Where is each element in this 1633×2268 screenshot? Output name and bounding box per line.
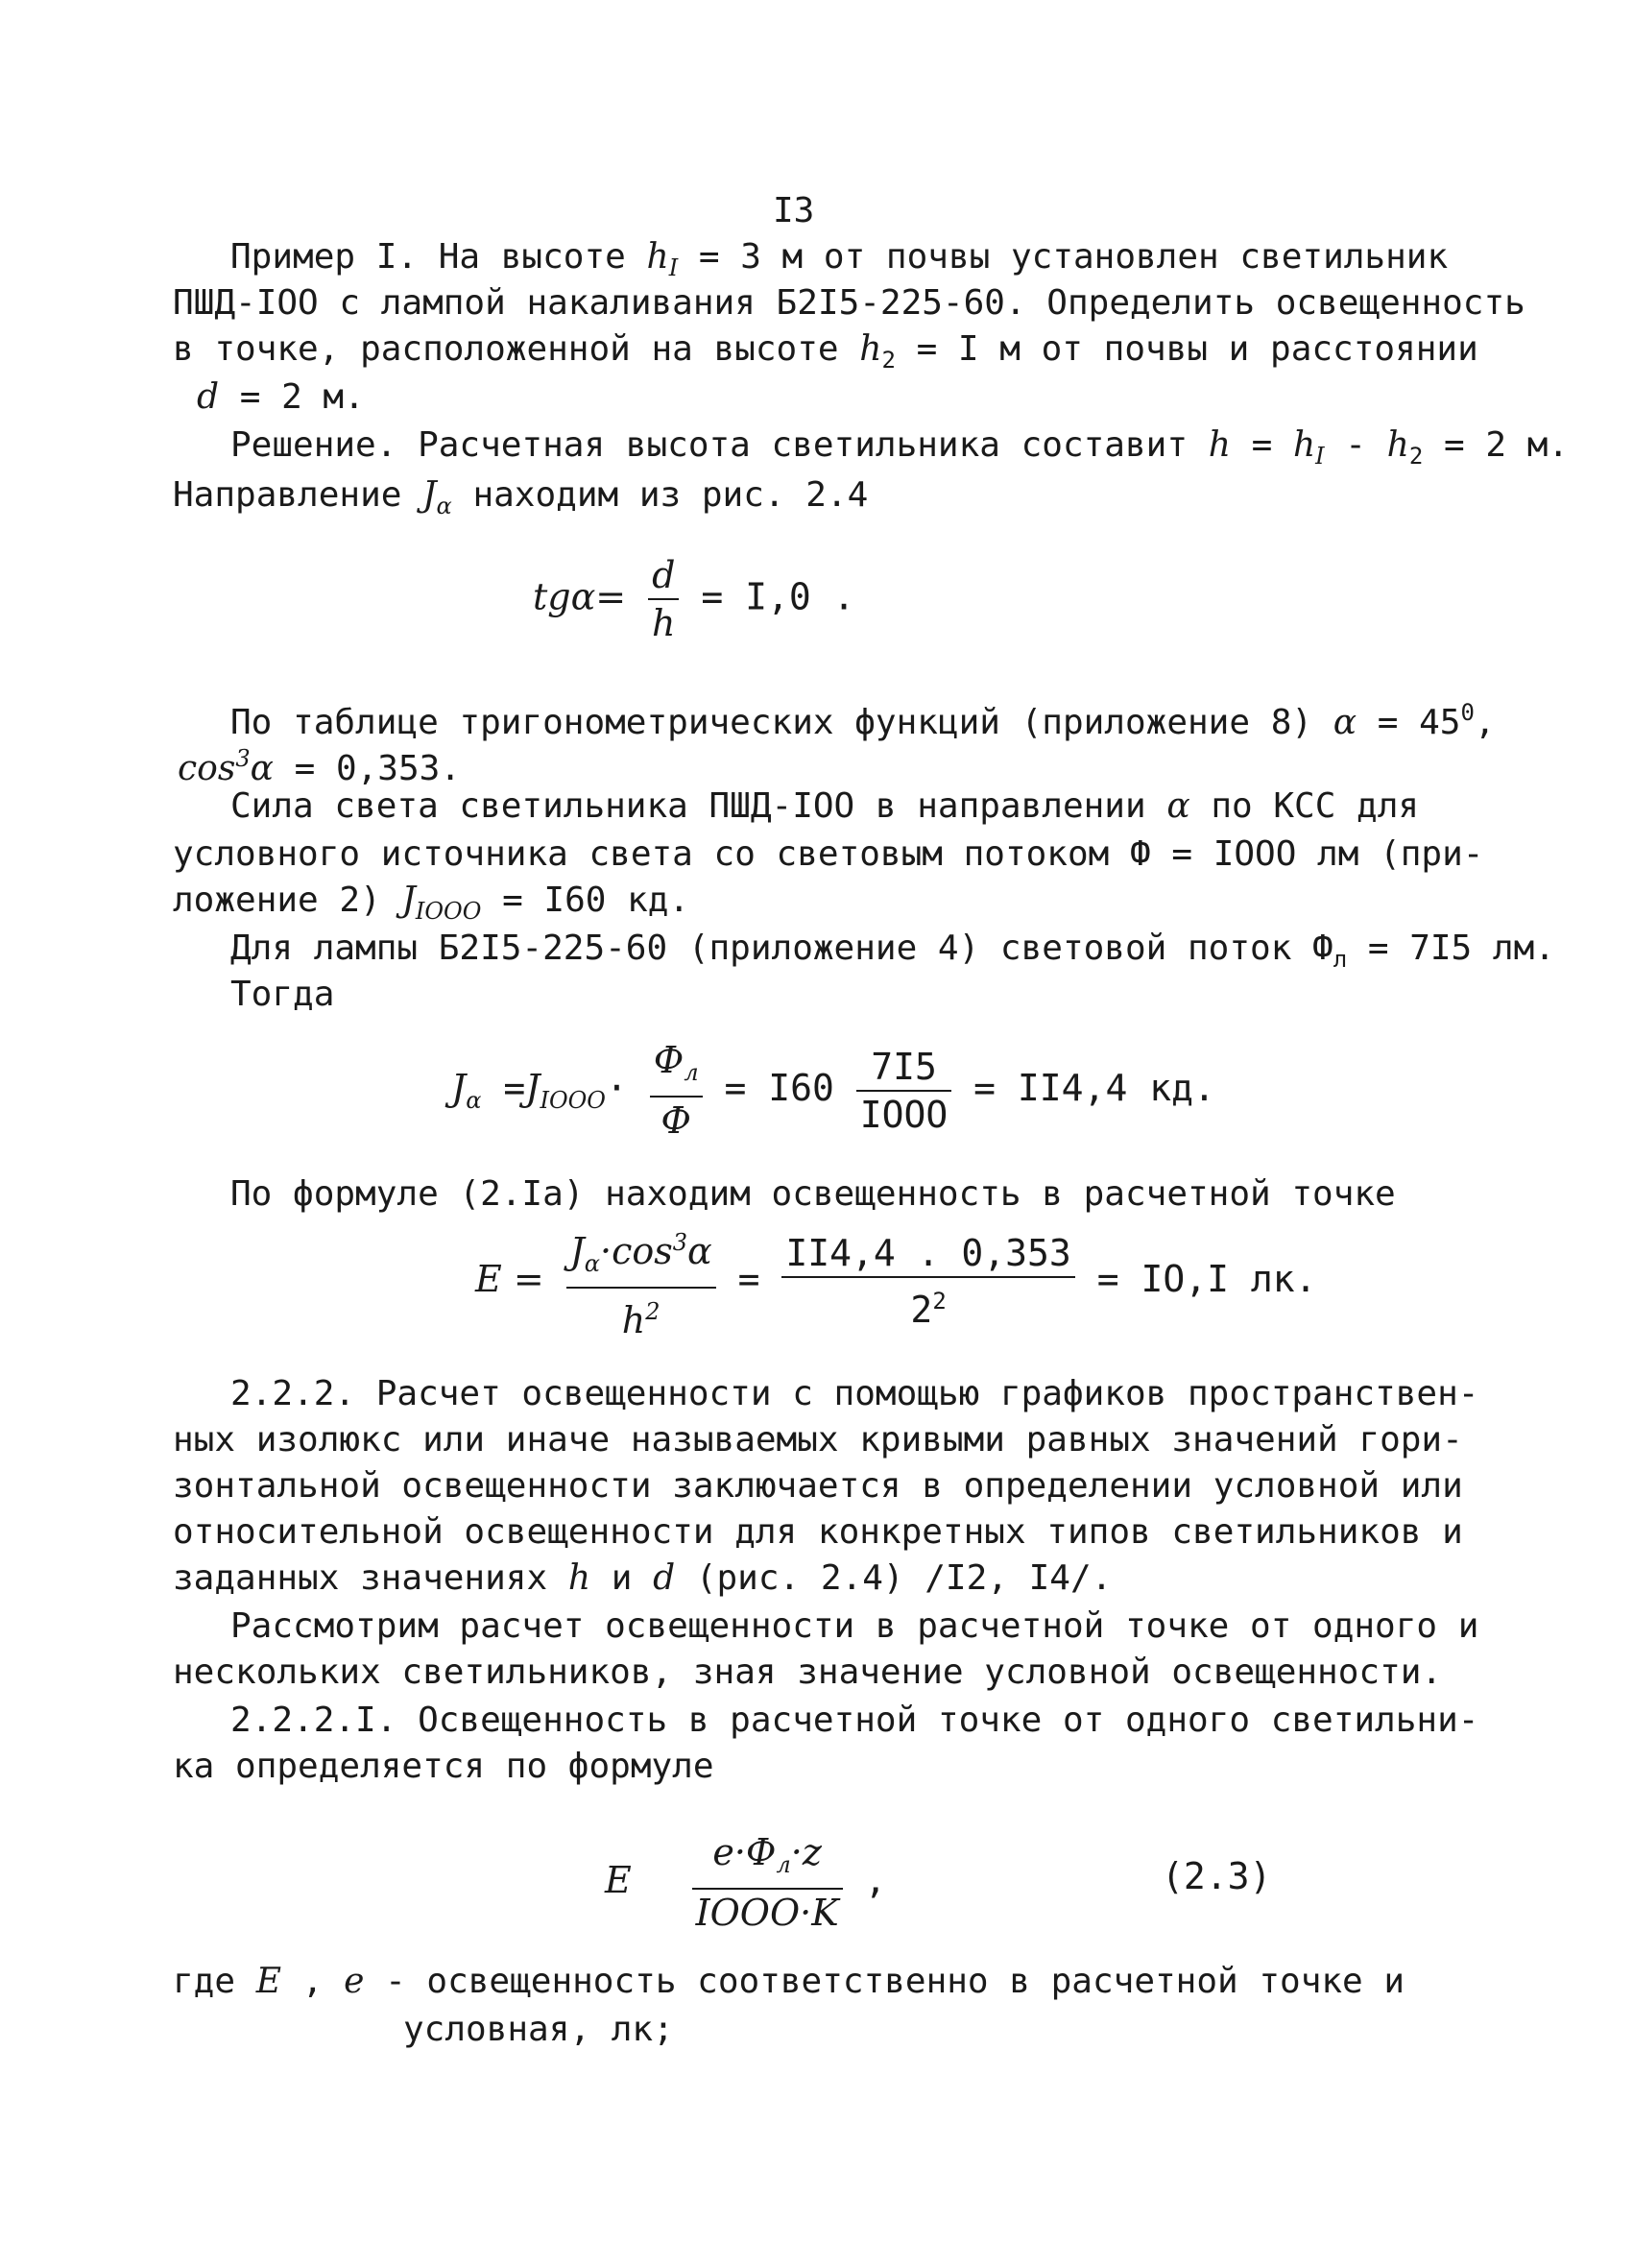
text-fragment: = xyxy=(1251,425,1273,465)
section-222-line-1: 2.2.2. Расчет освещенности с помощью графиков пространствен- xyxy=(230,1374,1479,1413)
text-fragment: и xyxy=(611,1558,633,1598)
section-222-line-2: ных изолюкс или иначе называемых кривыми равных значений гори- xyxy=(173,1420,1463,1460)
fraction-denominator: Ф xyxy=(660,1099,691,1142)
text-fragment: , xyxy=(1474,703,1496,742)
intensity-line-1 xyxy=(230,784,1419,830)
symbol-h: h xyxy=(1292,425,1316,465)
fraction xyxy=(648,552,679,646)
text-fragment: - xyxy=(1345,425,1366,465)
symbol-d: d xyxy=(197,377,220,417)
equation-tangent xyxy=(533,552,855,646)
lamp-line-2: Тогда xyxy=(230,975,335,1014)
text-fragment: ложение 2) xyxy=(173,881,381,920)
fraction-numerator: 7I5 xyxy=(856,1044,952,1092)
symbol-h: h xyxy=(646,237,669,277)
text-fragment: , xyxy=(864,1859,887,1901)
text-fragment: · xyxy=(605,1067,628,1109)
subscript: л xyxy=(776,1851,791,1878)
text-fragment: в точке, расположенной на высоте xyxy=(173,329,839,369)
text-fragment: = I60 кд. xyxy=(502,881,690,920)
lamp-line-1 xyxy=(230,926,1555,982)
fraction-numerator: II4,4 . 0,353 xyxy=(781,1230,1074,1278)
text-fragment: находим из рис. 2.4 xyxy=(472,475,869,515)
equation-rhs: = IO,I лк. xyxy=(1096,1258,1317,1300)
subscript: л xyxy=(1333,946,1348,973)
symbol-h: h xyxy=(859,329,882,369)
fraction-denominator xyxy=(566,1289,716,1343)
fraction xyxy=(650,1037,703,1144)
text-fragment: ·z xyxy=(790,1831,822,1873)
equation-label: (2.3) xyxy=(1162,1855,1272,1897)
text-fragment: = xyxy=(737,1258,760,1300)
example-line-2: ПШД-IOO с лампой накаливания Б2I5-225-60. Определить освещенность xyxy=(173,283,1525,323)
text-fragment: = 7I5 лм. xyxy=(1367,929,1555,968)
section-2221-line-1: 2.2.2.I. Освещенность в расчетной точке от одного светильни- xyxy=(230,1701,1479,1740)
consider-line-1: Рассмотрим расчет освещенности в расчетной точке от одного и xyxy=(230,1606,1479,1646)
equation-lhs: E = xyxy=(475,1258,544,1300)
section-222-line-4: относительной освещенности для конкретных типов светильников и xyxy=(173,1512,1463,1552)
subscript: I xyxy=(1315,443,1325,470)
example-line-4 xyxy=(197,374,365,421)
subscript: α xyxy=(466,1087,482,1114)
text-fragment: = 3 м от почвы установлен светильник xyxy=(698,237,1449,277)
superscript: 0 xyxy=(1460,699,1475,726)
symbol-alpha: α xyxy=(1333,703,1357,742)
section-2221-line-2: ка определяется по формуле xyxy=(173,1747,714,1786)
equation-lhs: E xyxy=(605,1859,632,1901)
text-fragment: (рис. 2.4) /I2, I4/. xyxy=(695,1558,1113,1598)
text-fragment: = 2 м. xyxy=(1444,425,1570,465)
fraction-denominator: IOOO·K xyxy=(695,1892,839,1934)
symbol-j: J xyxy=(451,1067,467,1109)
consider-line-2: нескольких светильников, зная значение условной освещенности. xyxy=(173,1653,1443,1692)
where-line-1 xyxy=(173,1959,1405,2005)
text-fragment: ·cos xyxy=(600,1230,673,1272)
text-fragment: , xyxy=(301,1962,324,2001)
solution-line-2 xyxy=(173,472,868,529)
text-fragment: заданных значениях xyxy=(173,1558,548,1598)
symbol-j: J xyxy=(525,1067,540,1109)
symbol-e-upper: E xyxy=(255,1962,281,2001)
where-line-2: условная, лк; xyxy=(403,2010,674,2049)
text-fragment: Пример I. На высоте xyxy=(230,237,626,277)
superscript: 2 xyxy=(932,1288,947,1315)
equation-rhs: = II4,4 кд. xyxy=(973,1067,1215,1109)
equation-rhs: = I,0 . xyxy=(701,575,855,618)
text-fragment: Решение. Расчетная высота светильника составит xyxy=(230,425,1188,465)
text-fragment: Для лампы Б2I5-225-60 (приложение 4) световой поток Ф xyxy=(230,929,1333,968)
text-fragment: = xyxy=(503,1067,526,1109)
text-fragment: = I м от почвы и расстоянии xyxy=(916,329,1478,369)
section-222-line-3: зонтальной освещенности заключается в определении условной или xyxy=(173,1466,1463,1506)
fraction-numerator xyxy=(650,1037,703,1098)
fraction-numerator xyxy=(692,1829,843,1890)
fraction xyxy=(692,1829,843,1936)
symbol-alpha: α xyxy=(250,749,274,788)
superscript: 2 xyxy=(645,1298,660,1325)
symbol-h: h xyxy=(621,1299,646,1341)
equation-intensity xyxy=(451,1037,1215,1144)
text-fragment: = 45 xyxy=(1377,703,1461,742)
text-fragment: по КСС для xyxy=(1211,786,1420,826)
equation-lhs: tgα= xyxy=(533,575,627,618)
subscript: 2 xyxy=(1408,443,1424,470)
symbol-alpha: α xyxy=(1166,786,1190,826)
superscript: 3 xyxy=(235,745,251,772)
superscript: 3 xyxy=(672,1229,688,1256)
text-fragment: Сила света светильника ПШД-IOO в направлении xyxy=(230,786,1146,826)
subscript: I xyxy=(668,254,679,281)
symbol-d: d xyxy=(653,1558,676,1598)
fraction xyxy=(781,1230,1074,1333)
fraction xyxy=(566,1219,716,1343)
equation-illuminance xyxy=(475,1219,1316,1343)
text-fragment: = I60 xyxy=(724,1067,834,1109)
symbol-j: J xyxy=(422,475,437,515)
subscript: 2 xyxy=(881,347,896,374)
fraction-denominator: h xyxy=(652,602,676,644)
subscript: л xyxy=(684,1059,699,1086)
formula-reference: По формуле (2.Iа) находим освещенность в расчетной точке xyxy=(230,1174,1396,1214)
subscript: α xyxy=(584,1250,601,1277)
symbol-cos: cos xyxy=(178,749,236,788)
page-number: I3 xyxy=(773,191,815,230)
fraction-numerator xyxy=(566,1219,716,1289)
text-fragment: = 2 м. xyxy=(239,377,365,417)
text-fragment: где xyxy=(173,1962,236,2001)
symbol-h: h xyxy=(1208,425,1231,465)
fraction xyxy=(856,1044,952,1138)
symbol-j: J xyxy=(401,881,416,920)
text-fragment: = 0,353. xyxy=(294,749,461,788)
section-222-line-5 xyxy=(173,1556,1112,1602)
text-fragment: - освещенность соответственно в расчетной точке и xyxy=(385,1962,1405,2001)
subscript: α xyxy=(436,493,452,519)
fraction-numerator: d xyxy=(648,552,679,600)
solution-line-1 xyxy=(230,422,1569,479)
text-fragment: Направление xyxy=(173,475,402,515)
equation-2-3 xyxy=(605,1829,886,1936)
symbol-alpha: α xyxy=(687,1230,712,1272)
intensity-line-2: условного источника света со световым потоком Ф = IOOO лм (при- xyxy=(173,834,1484,874)
fraction-denominator: IOOO xyxy=(859,1093,949,1136)
fraction-denominator xyxy=(781,1278,1074,1333)
symbol-phi: Ф xyxy=(653,1039,684,1081)
text-fragment: e·Ф xyxy=(712,1831,777,1873)
subscript: IOOO xyxy=(540,1087,606,1114)
symbol-j: J xyxy=(569,1230,585,1272)
example-line-3 xyxy=(173,326,1478,383)
text-fragment: 2 xyxy=(910,1289,933,1331)
symbol-h: h xyxy=(567,1558,591,1598)
symbol-e-lower: e xyxy=(344,1962,365,2001)
subscript: IOOO xyxy=(415,898,482,925)
symbol-h: h xyxy=(1386,425,1409,465)
text-fragment: По таблице тригонометрических функций (приложение 8) xyxy=(230,703,1313,742)
